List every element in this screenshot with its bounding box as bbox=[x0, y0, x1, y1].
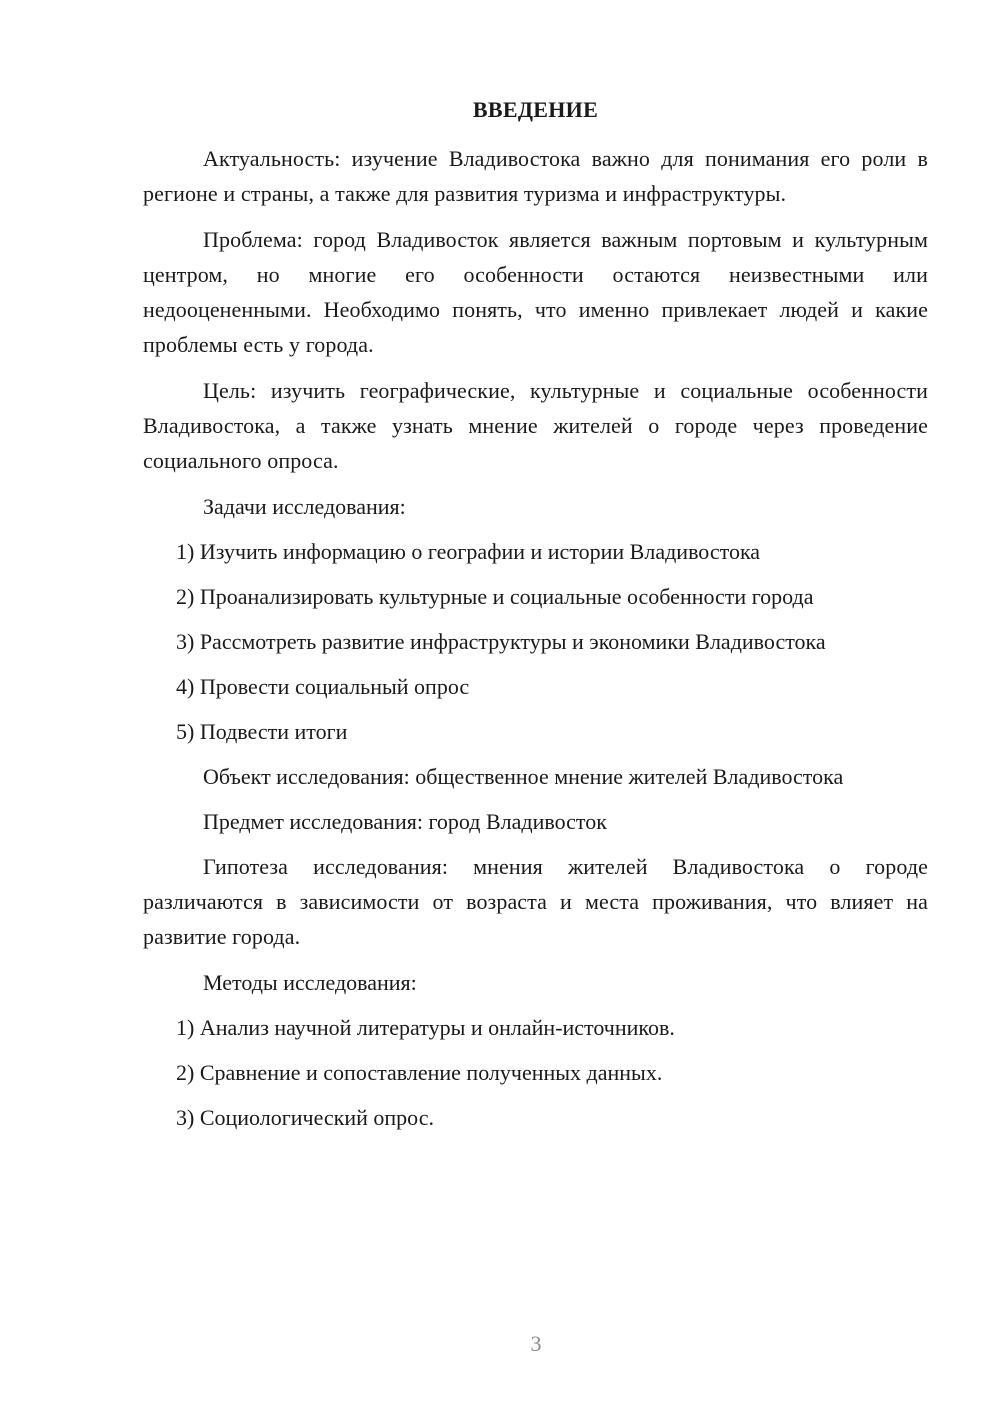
document-body bbox=[143, 95, 928, 1145]
methods-list bbox=[143, 1010, 928, 1135]
list-item: 2) Сравнение и сопоставление полученных данных. bbox=[176, 1060, 663, 1085]
tasks-list bbox=[143, 534, 928, 749]
object-paragraph: Объект исследования: общественное мнение жителей Владивостока bbox=[203, 764, 844, 789]
hypothesis-paragraph: Гипотеза исследования: мнения жителей Владивостока о городе различаются в зависимости от возраста и места проживания, что влияет на развитие города. bbox=[143, 854, 928, 949]
list-item: 3) Социологический опрос. bbox=[176, 1105, 434, 1130]
list-item: 3) Рассмотреть развитие инфраструктуры и экономики Владивостока bbox=[176, 629, 826, 654]
list-item: 4) Провести социальный опрос bbox=[176, 674, 470, 699]
problem-paragraph: Проблема: город Владивосток является важным портовым и культурным центром, но многие его особенности остаются неизвестными или недооцененными. Необходимо понять, что именно привлекает людей и какие проблемы есть у города. bbox=[143, 227, 928, 357]
list-item: 1) Анализ научной литературы и онлайн-источников. bbox=[176, 1015, 675, 1040]
list-item: 1) Изучить информацию о географии и истории Владивостока bbox=[176, 539, 761, 564]
list-item: 2) Проанализировать культурные и социальные особенности города bbox=[176, 584, 814, 609]
subject-paragraph: Предмет исследования: город Владивосток bbox=[203, 809, 607, 834]
tasks-title: Задачи исследования: bbox=[203, 494, 406, 519]
section-heading: ВВЕДЕНИЕ bbox=[472, 97, 599, 122]
page-number: 3 bbox=[530, 1331, 542, 1356]
relevance-paragraph: Актуальность: изучение Владивостока важно для понимания его роли в регионе и страны, а также для развития туризма и инфраструктуры. bbox=[143, 146, 928, 206]
list-item: 5) Подвести итоги bbox=[176, 719, 348, 744]
goal-paragraph: Цель: изучить географические, культурные и социальные особенности Владивостока, а также узнать мнение жителей о городе через проведение социального опроса. bbox=[143, 378, 928, 473]
methods-title: Методы исследования: bbox=[203, 970, 417, 995]
